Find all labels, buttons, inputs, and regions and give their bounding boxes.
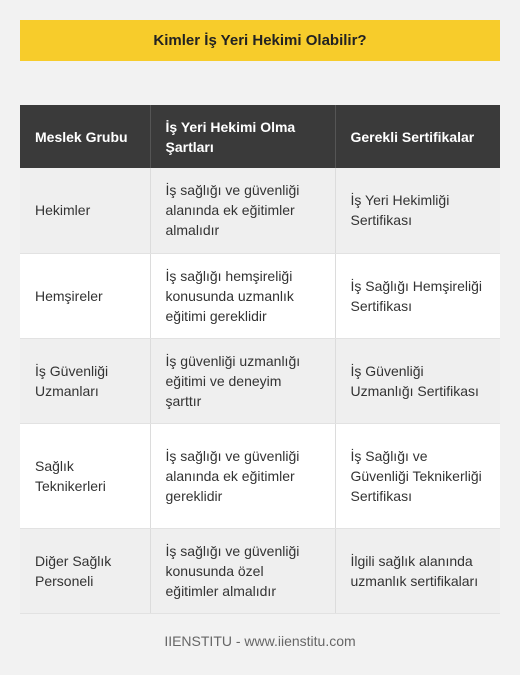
table-row bbox=[20, 528, 500, 613]
table-row bbox=[20, 423, 500, 528]
table-cell-profession: Hekimler bbox=[20, 168, 150, 253]
footer-credit: IIENSTITU - www.iienstitu.com bbox=[164, 633, 356, 649]
table-cell-profession: Sağlık Teknikerleri bbox=[20, 423, 150, 528]
table-cell-profession: İş Güvenliği Uzmanları bbox=[20, 338, 150, 423]
table-cell-certificates: İş Yeri Hekimliği Sertifikası bbox=[335, 168, 500, 253]
table-row bbox=[20, 338, 500, 423]
table-cell-profession: Hemşireler bbox=[20, 253, 150, 338]
table-cell-requirements: İş sağlığı ve güvenliği alanında ek eğitimler gereklidir bbox=[150, 423, 335, 528]
table-header-row bbox=[20, 105, 500, 168]
table-cell-profession: Diğer Sağlık Personeli bbox=[20, 528, 150, 613]
requirements-table bbox=[20, 105, 500, 614]
table-cell-certificates: İş Güvenliği Uzmanlığı Sertifikası bbox=[335, 338, 500, 423]
column-header-certificates: Gerekli Sertifikalar bbox=[335, 105, 500, 168]
page-title: Kimler İş Yeri Hekimi Olabilir? bbox=[20, 20, 500, 61]
table-cell-certificates: İş Sağlığı Hemşireliği Sertifikası bbox=[335, 253, 500, 338]
table-cell-requirements: İş sağlığı ve güvenliği alanında ek eğitimler almalıdır bbox=[150, 168, 335, 253]
table-cell-certificates: İlgili sağlık alanında uzmanlık sertifikaları bbox=[335, 528, 500, 613]
table-cell-requirements: İş sağlığı hemşireliği konusunda uzmanlık eğitimi gereklidir bbox=[150, 253, 335, 338]
table-cell-certificates: İş Sağlığı ve Güvenliği Teknikerliği Sertifikası bbox=[335, 423, 500, 528]
table-cell-requirements: İş güvenliği uzmanlığı eğitimi ve deneyim şarttır bbox=[150, 338, 335, 423]
table-cell-requirements: İş sağlığı ve güvenliği konusunda özel eğitimler almalıdır bbox=[150, 528, 335, 613]
table-row bbox=[20, 253, 500, 338]
column-header-requirements: İş Yeri Hekimi Olma Şartları bbox=[150, 105, 335, 168]
table-row bbox=[20, 168, 500, 253]
column-header-profession: Meslek Grubu bbox=[20, 105, 150, 168]
